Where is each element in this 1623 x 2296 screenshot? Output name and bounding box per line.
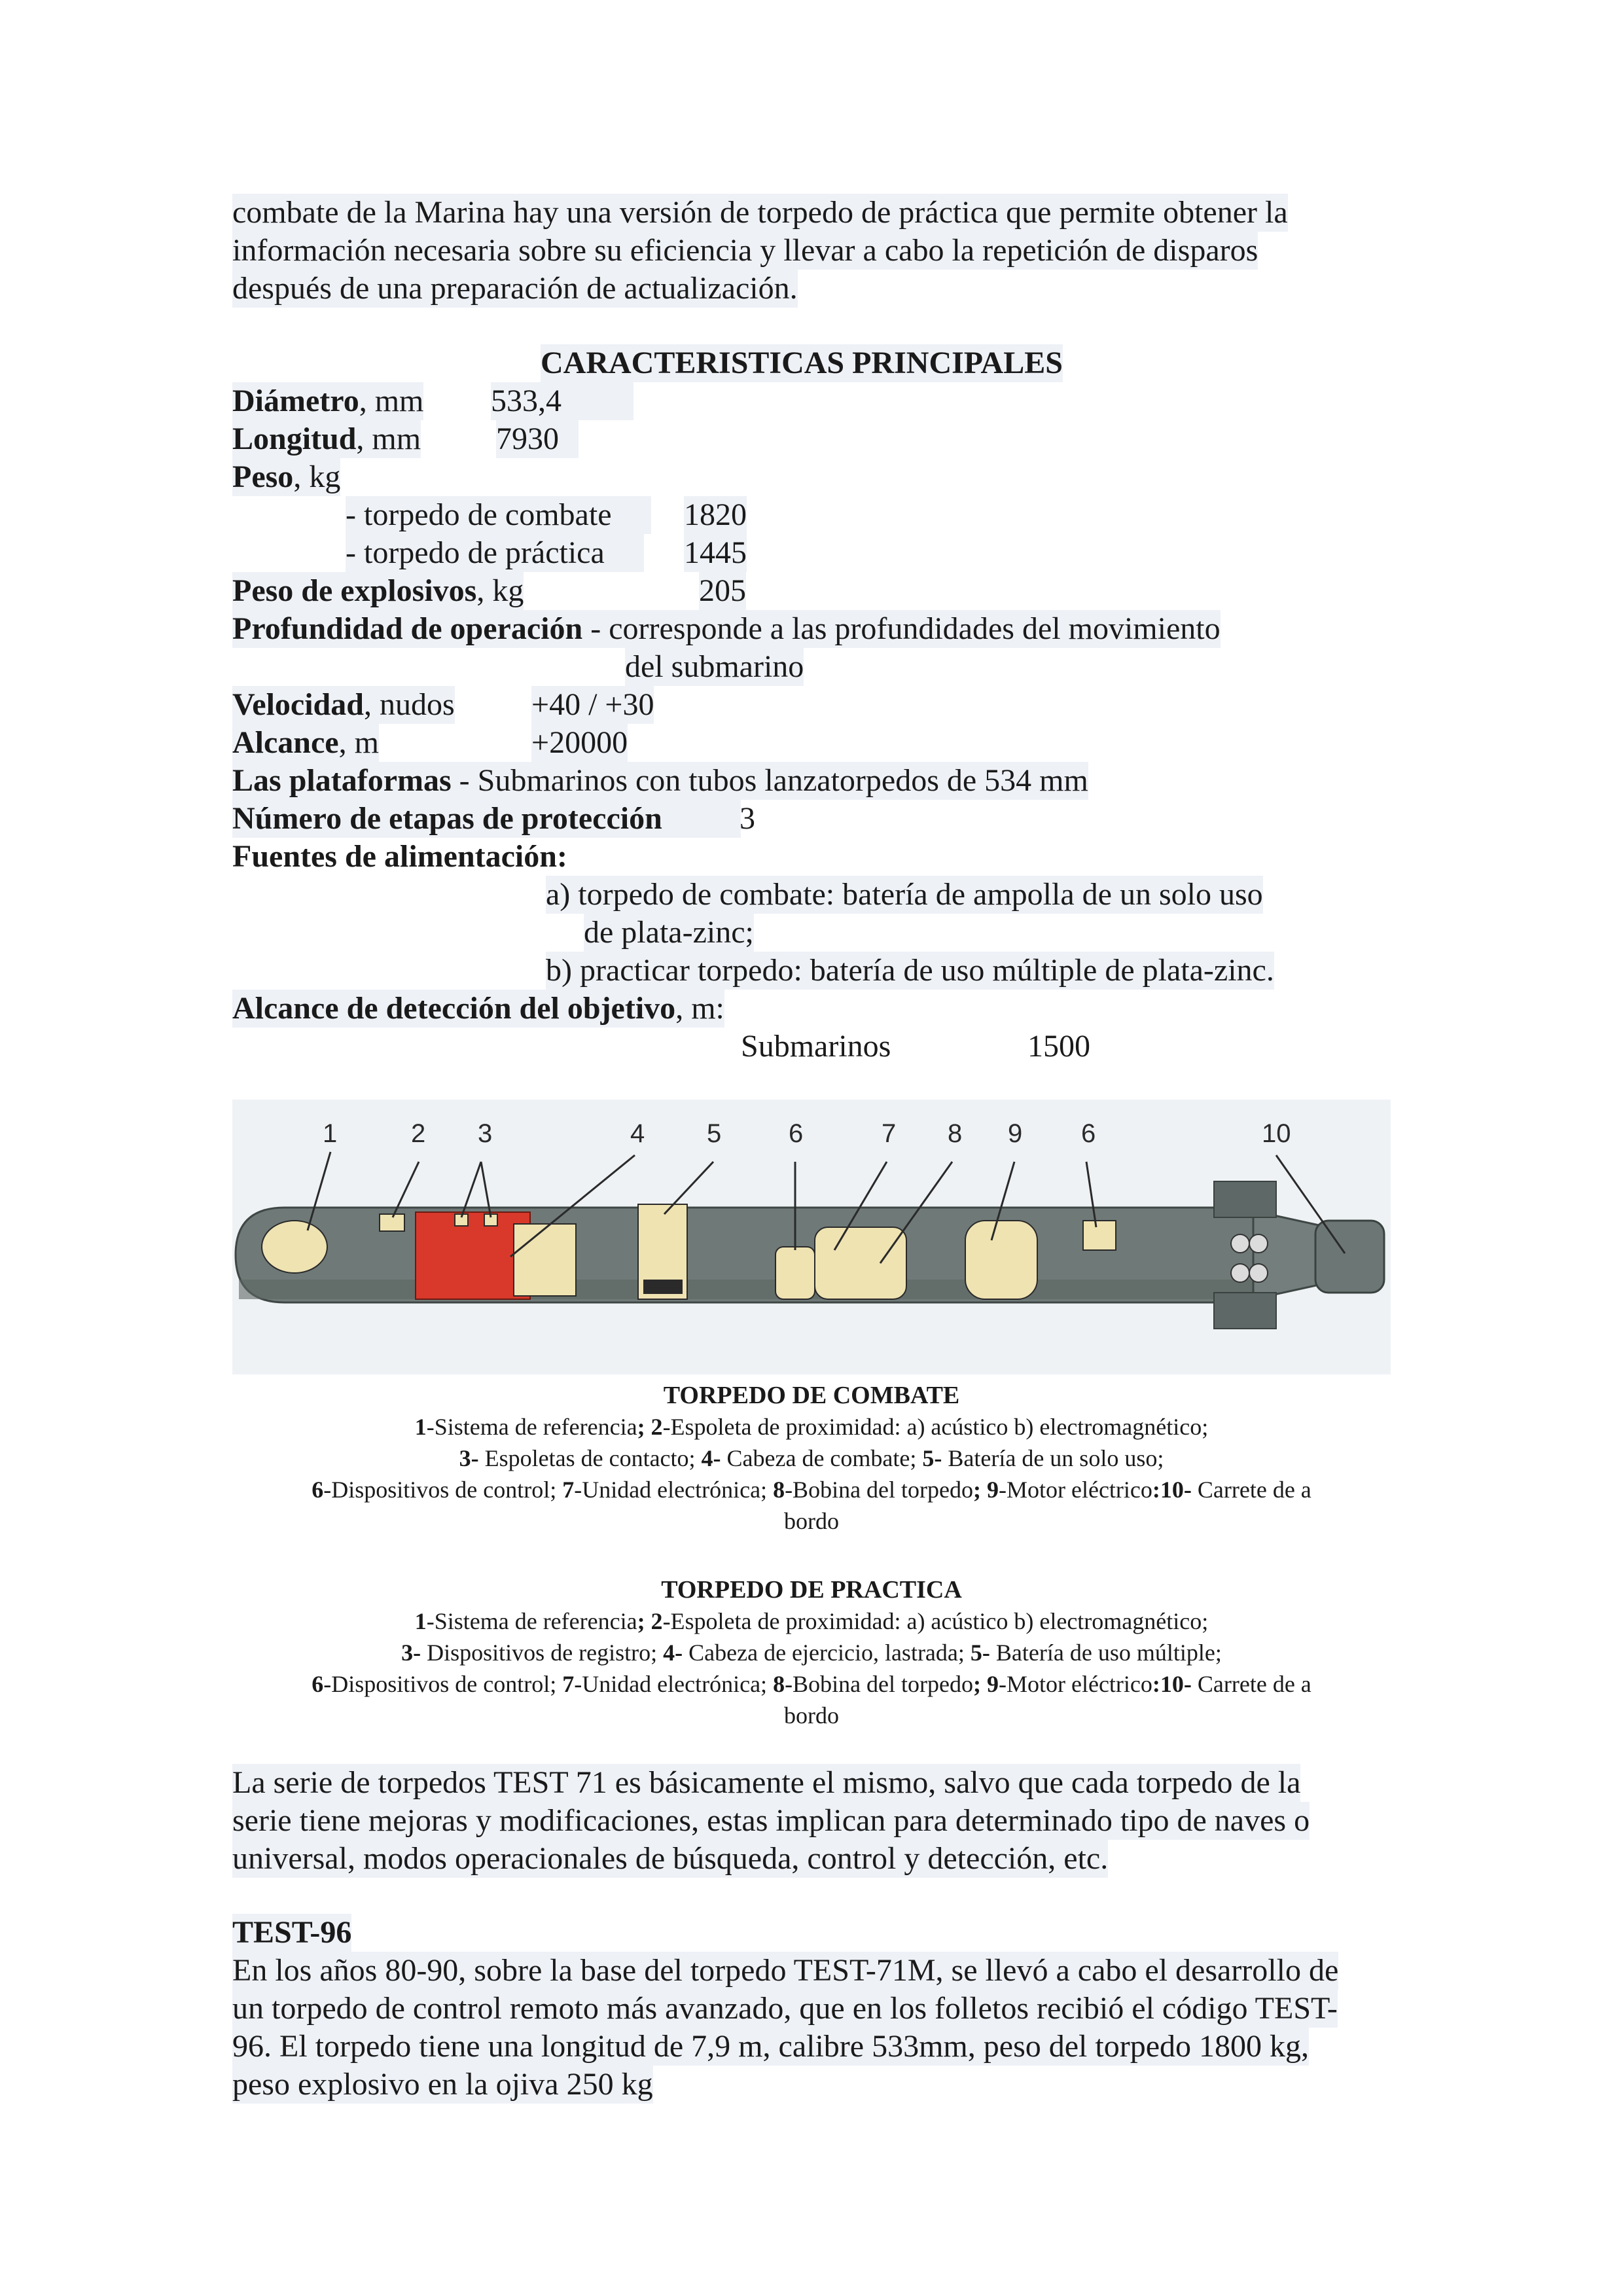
spec-label: Peso [232, 459, 294, 494]
spec-profundidad-cont: del submarino [625, 648, 804, 686]
battery-plate [643, 1280, 683, 1294]
torpedo-cutaway-figure [232, 1100, 1391, 1374]
spec-label: Profundidad de operación [232, 611, 583, 646]
tail-fin-bottom [1214, 1293, 1276, 1329]
test96-line: peso explosivo en la ojiva 250 kg [232, 2066, 653, 2104]
caption-combate-line: 3- Espoletas de contacto; 4- Cabeza de combate; 5- Batería de un solo uso; [459, 1445, 1164, 1471]
spec-deteccion-value: 1500 [1027, 1029, 1090, 1064]
spec-alcance-value: +20000 [531, 724, 628, 762]
caption-practica-line: 1-Sistema de referencia; 2-Espoleta de proximidad: a) acústico b) electromagnético; [414, 1608, 1209, 1634]
spec-peso-combate-value: 1820 [684, 496, 747, 534]
spec-label: Alcance de detección del objetivo [232, 991, 676, 1026]
intro-line: información necesaria sobre su eficiencia y llevar a cabo la repetición de disparos [232, 232, 1258, 270]
electric-motor [965, 1221, 1037, 1299]
serie-line: universal, modos operacionales de búsqueda, control y detección, etc. [232, 1840, 1108, 1878]
leader-line-5 [664, 1162, 713, 1214]
spec-alcance [232, 724, 379, 762]
prop-ring [1231, 1264, 1249, 1282]
warhead-internals [514, 1224, 576, 1296]
spec-unit: , kg [476, 573, 524, 608]
spec-text: - corresponde a las profundidades del movimiento [582, 611, 1221, 646]
spec-unit: , nudos [363, 687, 455, 722]
spec-peso-explosivos-value: 205 [699, 572, 746, 610]
torpedo-diagram [232, 1100, 1391, 1374]
spec-velocidad-value: +40 / +30 [531, 686, 654, 724]
electronic-unit [815, 1227, 906, 1299]
callout-number: 4 [630, 1119, 645, 1148]
test96-line: 96. El torpedo tiene una longitud de 7,9 m, calibre 533mm, peso del torpedo 1800 kg, [232, 2028, 1309, 2066]
spec-peso-explosivos [232, 572, 524, 610]
specs-title: CARACTERISTICAS PRINCIPALES [541, 344, 1063, 382]
spec-label: Diámetro [232, 384, 359, 418]
callout-number: 9 [1008, 1119, 1023, 1148]
spec-diametro-value: 533,4 [491, 382, 633, 420]
spec-unit: , kg [293, 459, 341, 494]
caption-combate-title: TORPEDO DE COMBATE [663, 1382, 960, 1409]
test96-line: un torpedo de control remoto más avanzado, que en los folletos recibió el código TEST- [232, 1990, 1338, 2028]
spec-unit: , m: [675, 991, 724, 1026]
prop-ring [1249, 1264, 1268, 1282]
spec-fuentes-a: a) torpedo de combate: batería de ampolla de un solo uso [546, 876, 1263, 914]
spec-label: Número de etapas de protección [232, 801, 662, 836]
test96-heading: TEST-96 [232, 1914, 351, 1952]
caption-combate-line: 1-Sistema de referencia; 2-Espoleta de proximidad: a) acústico b) electromagnético; [414, 1414, 1209, 1440]
hull-shade [239, 1280, 1253, 1299]
callout-number: 6 [1081, 1119, 1096, 1148]
caption-practica-line: 3- Dispositivos de registro; 4- Cabeza de ejercicio, lastrada; 5- Batería de uso múltiple; [401, 1640, 1222, 1666]
propeller-hub [1315, 1221, 1384, 1293]
callout-number: 5 [707, 1119, 722, 1148]
spec-plataformas [232, 762, 1088, 800]
spec-text: - Submarinos con tubos lanzatorpedos de 534 mm [451, 763, 1088, 798]
spec-peso [232, 458, 340, 496]
spec-deteccion-target: Submarinos [741, 1029, 891, 1064]
spec-fuentes-b: b) practicar torpedo: batería de uso múltiple de plata-zinc. [546, 952, 1274, 990]
callout-number: 3 [478, 1119, 493, 1148]
spec-longitud [232, 420, 421, 458]
spec-label: Peso de explosivos [232, 573, 477, 608]
caption-combate-line: bordo [784, 1508, 839, 1534]
spec-diametro [232, 382, 423, 420]
callout-number: 7 [882, 1119, 897, 1148]
callout-number: 6 [789, 1119, 804, 1148]
callout-number: 2 [411, 1119, 426, 1148]
spec-deteccion [232, 990, 724, 1028]
spec-unit: , mm [356, 422, 421, 456]
spec-profundidad [232, 610, 1221, 648]
spec-peso-practica: - torpedo de práctica [346, 534, 644, 572]
prop-ring [1231, 1234, 1249, 1253]
spec-velocidad [232, 686, 455, 724]
homing-head [262, 1221, 327, 1273]
callout-number: 1 [323, 1119, 338, 1148]
spec-label: Alcance [232, 725, 339, 760]
spec-etapas-value: 3 [740, 801, 755, 836]
spec-label: Longitud [232, 422, 357, 456]
caption-practica-title: TORPEDO DE PRACTICA [661, 1576, 962, 1604]
serie-line: La serie de torpedos TEST 71 es básicamente el mismo, salvo que cada torpedo de la [232, 1764, 1300, 1802]
serie-line: serie tiene mejoras y modificaciones, estas implican para determinado tipo de naves o [232, 1802, 1310, 1840]
callout-number: 10 [1262, 1119, 1291, 1148]
spec-longitud-value: 7930 [496, 420, 579, 458]
intro-line: combate de la Marina hay una versión de torpedo de práctica que permite obtener la [232, 194, 1288, 232]
spec-label: Las plataformas [232, 763, 452, 798]
callout-number: 8 [948, 1119, 963, 1148]
tail-fin-top [1214, 1181, 1276, 1217]
test96-line: En los años 80-90, sobre la base del torpedo TEST-71M, se llevó a cabo el desarrollo de [232, 1952, 1338, 1990]
spec-peso-practica-value: 1445 [684, 534, 747, 572]
spec-fuentes: Fuentes de alimentación: [232, 839, 567, 874]
spec-unit: , mm [359, 384, 424, 418]
caption-combate-line: 6-Dispositivos de control; 7-Unidad electrónica; 8-Bobina del torpedo; 9-Motor eléctrico:10- Carrete de a [312, 1477, 1311, 1503]
spec-etapas [232, 800, 741, 838]
spec-fuentes-a-cont: de plata-zinc; [584, 914, 754, 952]
intro-line: después de una preparación de actualización. [232, 270, 798, 308]
caption-practica-line: 6-Dispositivos de control; 7-Unidad electrónica; 8-Bobina del torpedo; 9-Motor eléctrico:10- Carrete de a [312, 1671, 1311, 1697]
spec-unit: , m [338, 725, 379, 760]
prop-ring [1249, 1234, 1268, 1253]
rear-control [1083, 1221, 1116, 1250]
spec-peso-combate: - torpedo de combate [346, 496, 651, 534]
spec-label: Velocidad [232, 687, 364, 722]
control-device [776, 1247, 815, 1299]
caption-practica-line: bordo [784, 1702, 839, 1729]
